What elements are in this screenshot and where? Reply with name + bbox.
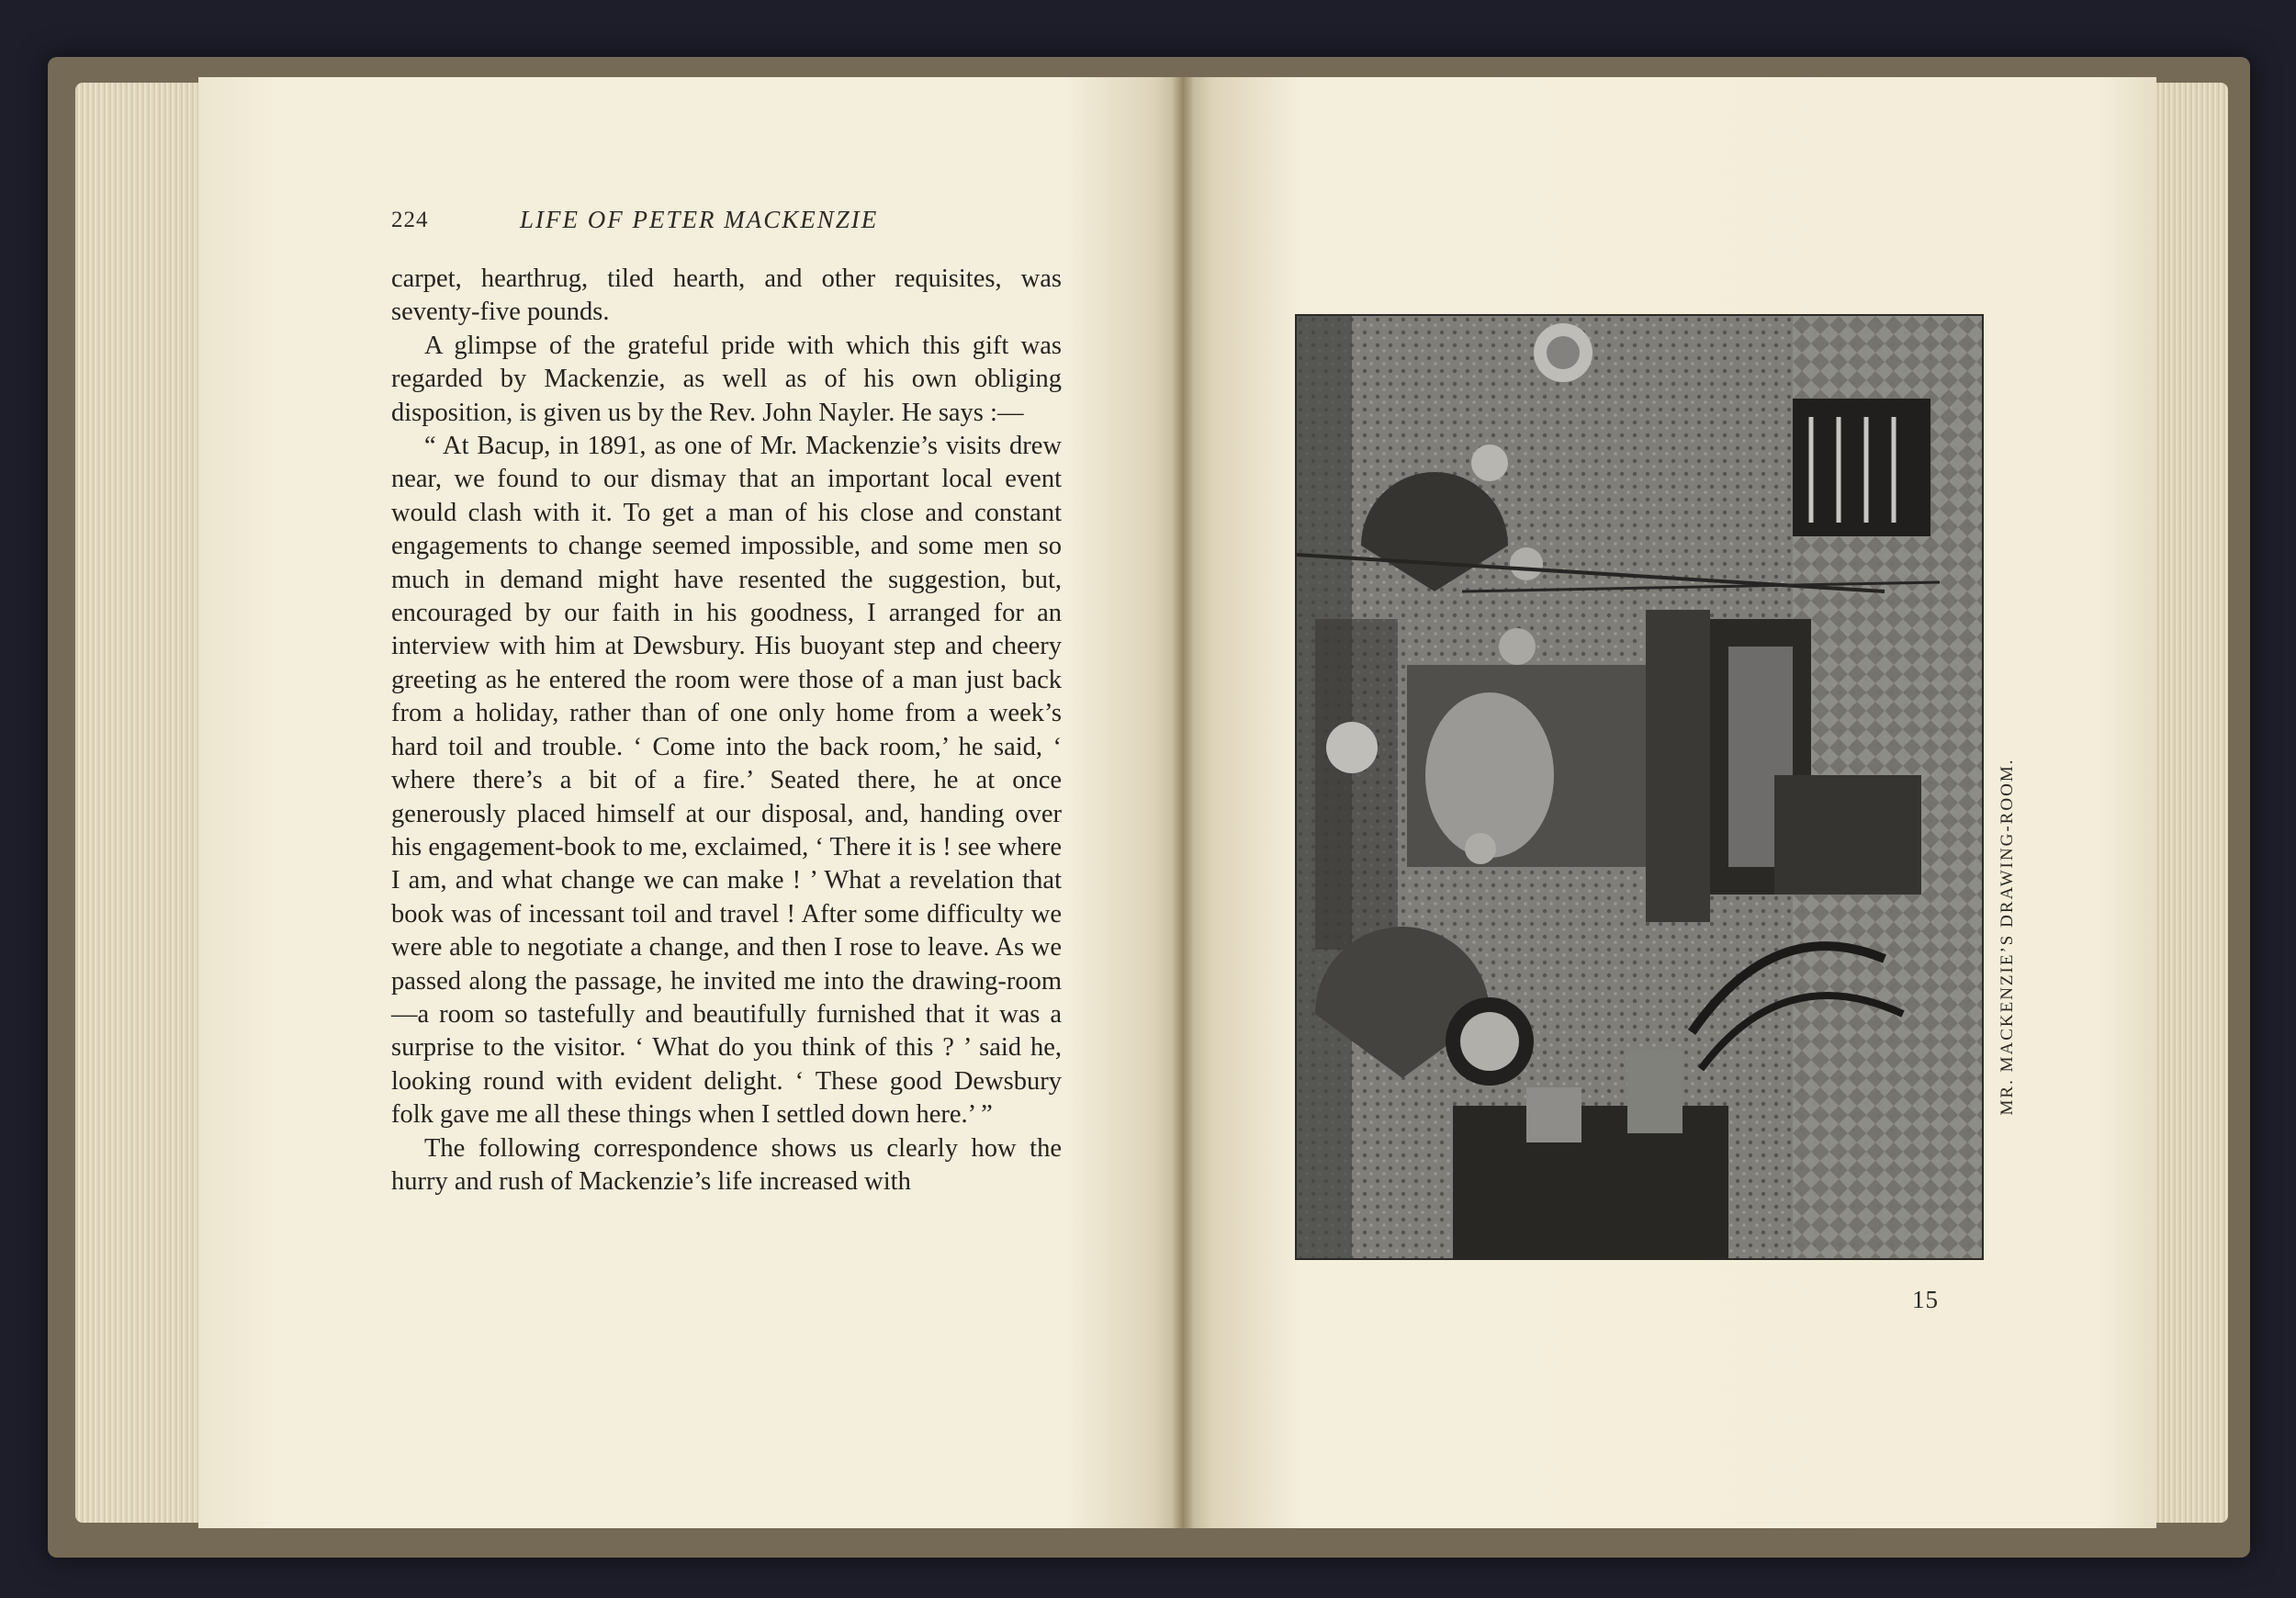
left-page-edges: [75, 83, 213, 1523]
plate-caption-text: MR. MACKENZIE’S DRAWING-ROOM.: [1998, 758, 2017, 1116]
paragraph-3: “ At Bacup, in 1891, as one of Mr. Mackenzie’s visits drew near, we found to our dismay that an important local event would clash with it. To get a man of his close and constant engagements to change seemed impossible, and some men so much in demand might have resented the suggestion, but, encouraged by our faith in his goodness, I arranged for an interview with him at Dewsbury. His buoyant step and cheery greeting as he entered the room were those of a man just back from a holiday, rather than of one only home from a week’s hard toil and trouble. ‘ Come into the back room,’ he said, ‘ where there’s a bit of a fire.’ Seated there, he at once generously placed himself at our disposal, and, handing over his engagement-book to me, exclaimed, ‘ There it is ! see where I am, and what change we can make ! ’ What a revelation that book was of incessant toil and travel ! After some difficulty we were able to negotiate a change, and then I rose to leave. As we passed along the passage, he invited me into the drawing-room—a room so tastefully and beautifully furnished that it was a surprise to the visitor. ‘ What do you think of this ? ’ said he, looking round with evident delight. ‘ These good Dewsbury folk gave me all these things when I settled down here.’ ”: [391, 432, 1062, 1130]
photo-plate: [1295, 314, 1984, 1260]
paragraph-1: carpet, hearthrug, tiled hearth, and other requisites, was seventy-five pounds.: [391, 264, 1062, 327]
book-gutter: [1172, 77, 1194, 1528]
running-head-title: LIFE OF PETER MACKENZIE: [520, 206, 879, 233]
paragraph-2: A glimpse of the grateful pride with which this gift was regarded by Mackenzie, as well as of his own obliging disposition, is given us by the Rev. John Nayler. He says :—: [391, 331, 1062, 427]
running-head: [391, 208, 1062, 244]
page-number: 224: [391, 208, 429, 232]
drawing-room-photograph: [1297, 316, 1982, 1258]
paragraph-4: The following correspondence shows us clearly how the hurry and rush of Mackenzie’s life increased with: [391, 1133, 1062, 1196]
signature-mark: 15: [1912, 1286, 1939, 1313]
body-text: [391, 263, 1062, 1198]
